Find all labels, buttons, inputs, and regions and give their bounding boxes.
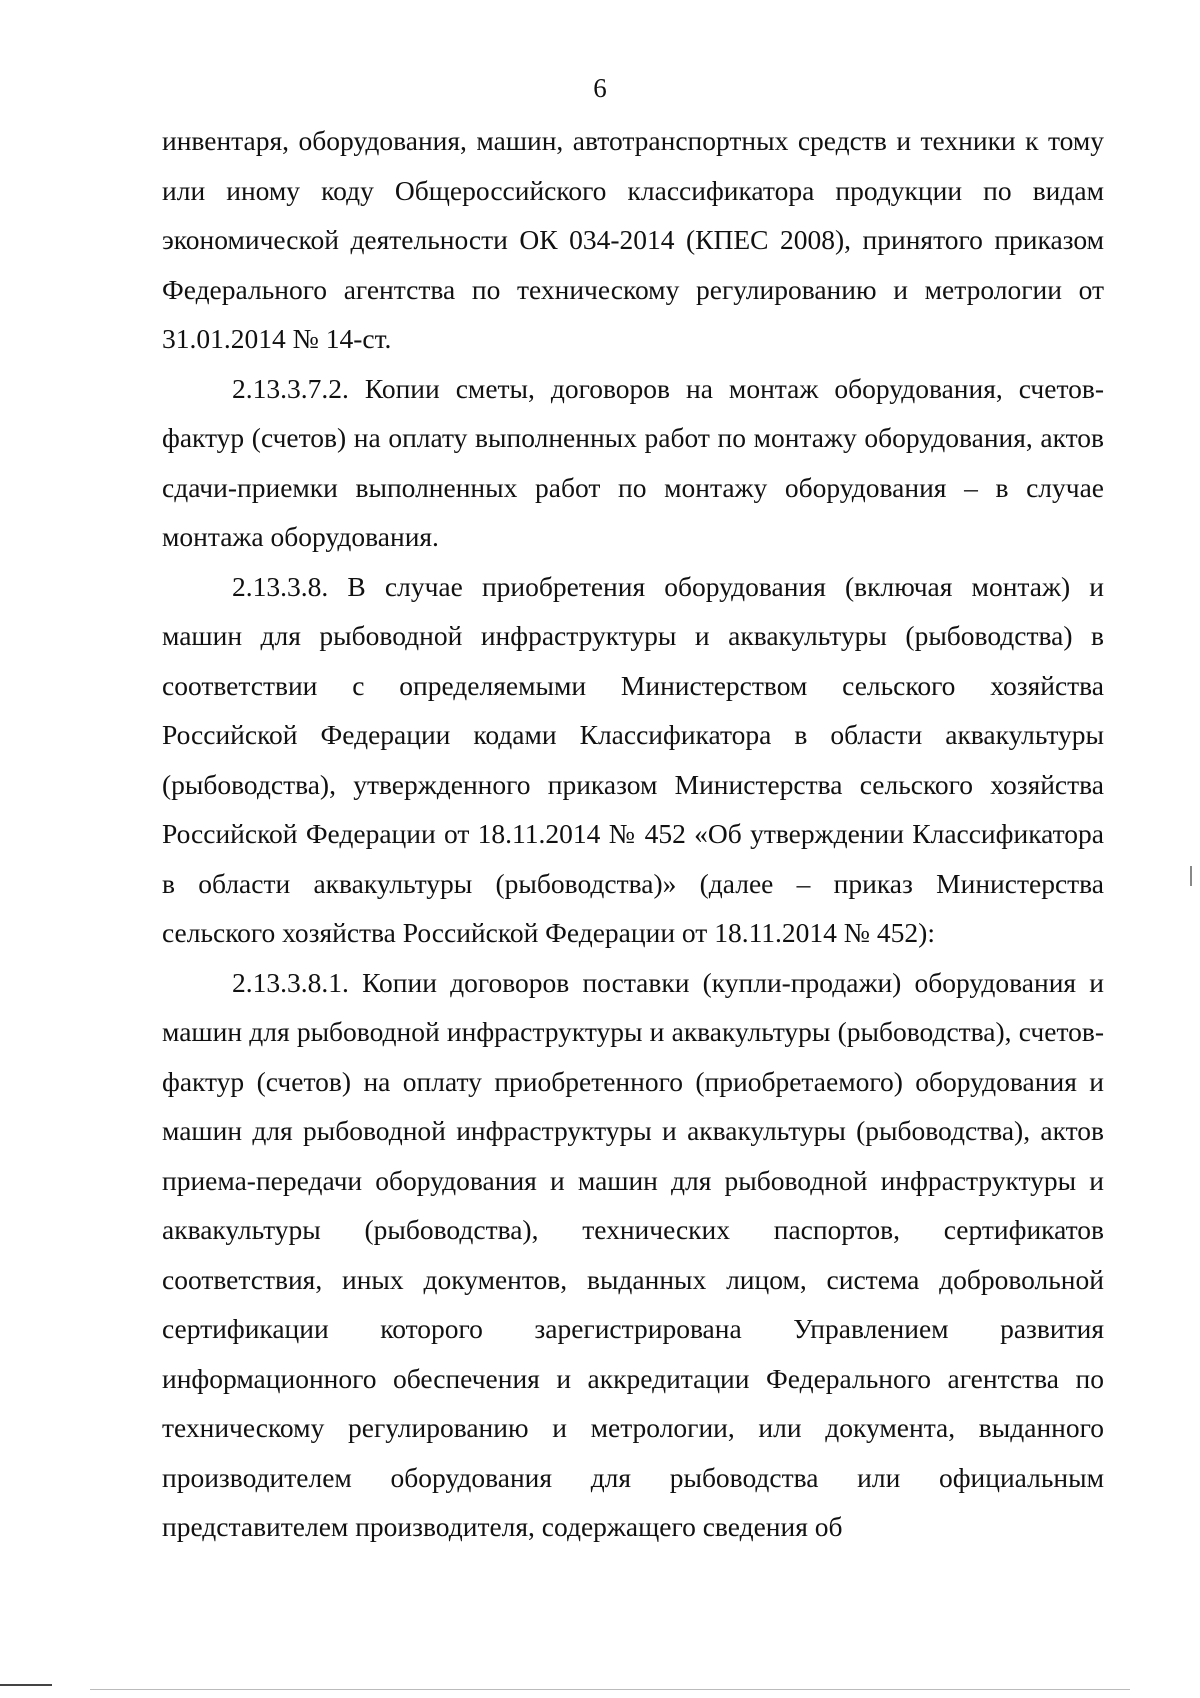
paragraph-2-13-3-7-2: 2.13.3.7.2. Копии сметы, договоров на монтаж оборудования, счетов-фактур (счетов) на оплату выполненных работ по монтажу оборудования, актов сдачи-приемки выполненных работ по монтажу оборудования – в случае монтажа оборудования. <box>162 372 1104 552</box>
scan-artifact-mark <box>0 1684 52 1686</box>
paragraph-2-13-3-8-1: 2.13.3.8.1. Копии договоров поставки (купли-продажи) оборудования и машин для рыбоводной инфраструктуры и аквакультуры (рыбоводства), счетов-фактур (счетов) на оплату приобретенного (приобретаемого) оборудования и машин для рыбоводной инфраструктуры и аквакультуры (рыбоводства), актов приема-передачи оборудования и машин для рыбоводной инфраструктуры и аквакультуры (рыбоводства), технических паспортов, сертификатов соответствия, иных документов, выданных лицом, система добровольной сертификации которого зарегистрирована Управлением развития информационного обеспечения и аккредитации Федерального агентства по техническому регулированию и метрологии, или документа, выданного производителем оборудования для рыбоводства или официальным представителем производителя, содержащего сведения об <box>162 966 1104 1542</box>
paragraph-continuation: инвентаря, оборудования, машин, автотранспортных средств и техники к тому или иному коду Общероссийского классификатора продукции по видам экономической деятельности ОК 034-2014 (КПЕС 2008), принятого приказом Федерального агентства по техническому регулированию и метрологии от 31.01.2014 № 14-ст. <box>162 125 1104 354</box>
scan-artifact-line <box>90 1689 1130 1690</box>
page-number: 6 <box>593 73 607 103</box>
document-body <box>162 116 1104 1552</box>
paragraph-2-13-3-8: 2.13.3.8. В случае приобретения оборудования (включая монтаж) и машин для рыбоводной инфраструктуры и аквакультуры (рыбоводства) в соответствии с определяемыми Министерством сельского хозяйства Российской Федерации кодами Классификатора в области аквакультуры (рыбоводства), утвержденного приказом Министерства сельского хозяйства Российской Федерации от 18.11.2014 № 452 «Об утверждении Классификатора в области аквакультуры (рыбоводства)» (далее – приказ Министерства сельского хозяйства Российской Федерации от 18.11.2014 № 452): <box>162 570 1104 948</box>
scan-artifact-mark <box>1190 866 1192 886</box>
